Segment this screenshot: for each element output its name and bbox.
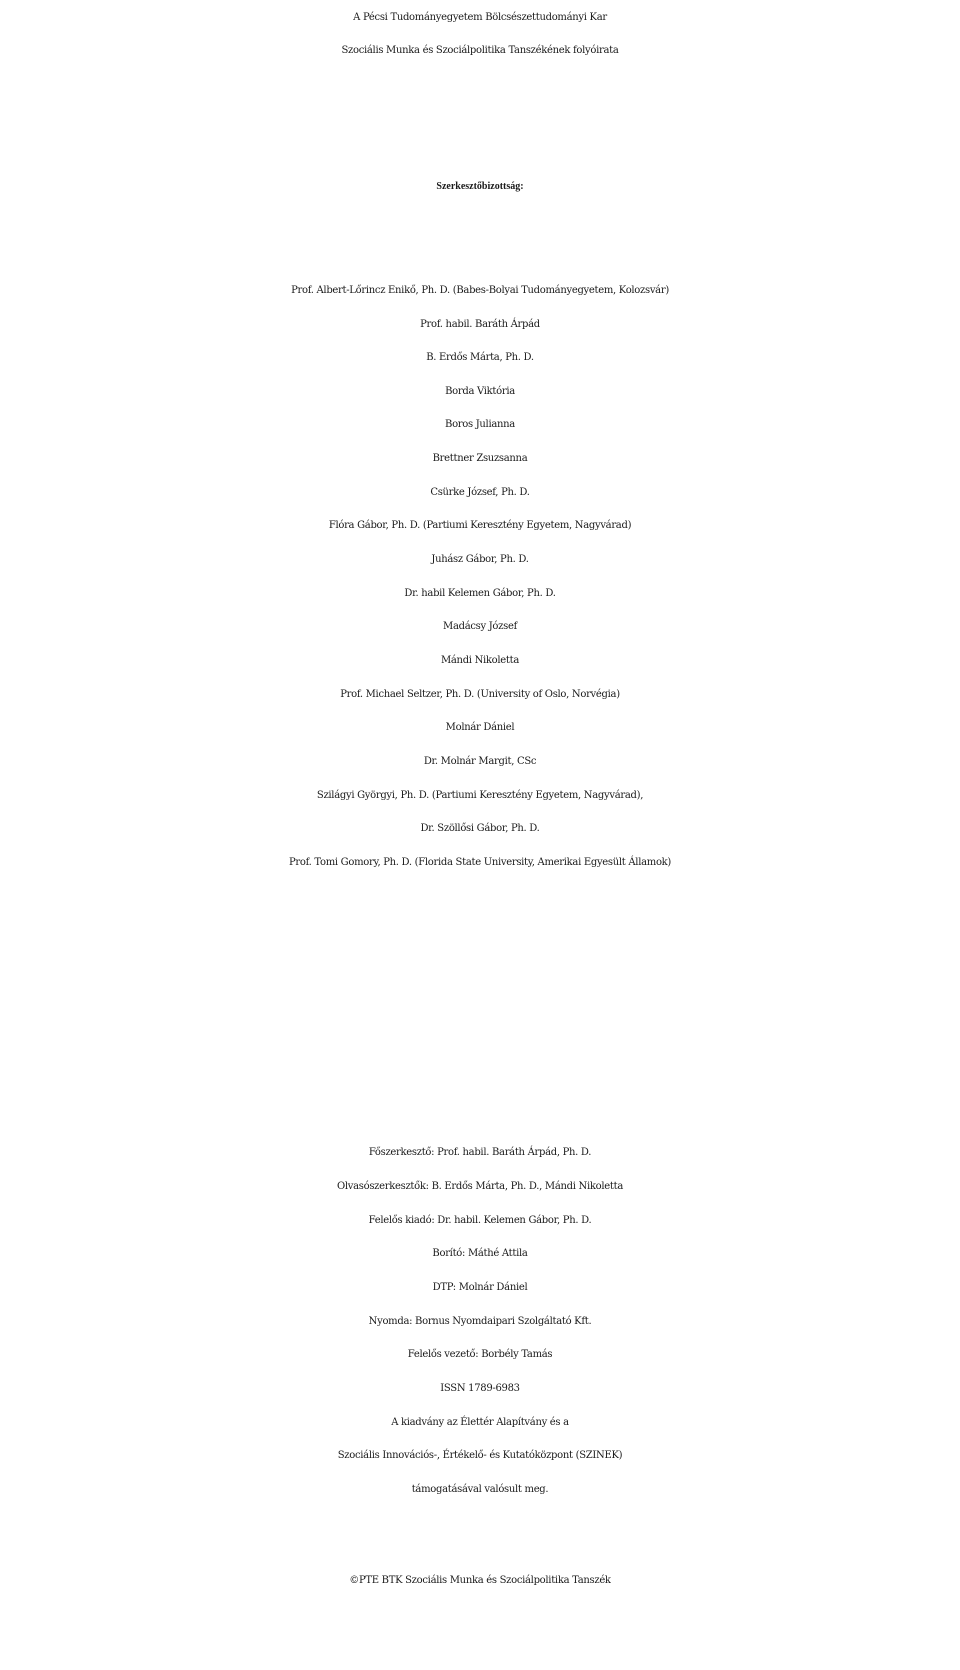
credit-line: Szociális Innovációs-, Értékelő- és Kutatóközpont (SZINEK) xyxy=(337,1450,623,1461)
credit-line: Főszerkesztő: Prof. habil. Baráth Árpád, Ph. D. xyxy=(368,1147,592,1158)
board-member: Dr. Szöllősi Gábor, Ph. D. xyxy=(420,823,540,834)
board-member: Juhász Gábor, Ph. D. xyxy=(431,554,529,565)
credit-line: támogatásával valósult meg. xyxy=(411,1484,549,1495)
board-member: Szilágyi Györgyi, Ph. D. (Partiumi Keresztény Egyetem, Nagyvárad), xyxy=(316,790,644,801)
header-line-1: A Pécsi Tudományegyetem Bölcsészettudományi Kar xyxy=(353,12,607,23)
editorial-board-title: Szerkesztőbizottság: xyxy=(436,181,524,192)
board-member: Molnár Dániel xyxy=(445,722,515,733)
board-member: Brettner Zsuzsanna xyxy=(432,453,528,464)
credit-line: A kiadvány az Élettér Alapítvány és a xyxy=(391,1417,569,1428)
credit-line: Felelős vezető: Borbély Tamás xyxy=(407,1349,553,1360)
board-member: Flóra Gábor, Ph. D. (Partiumi Keresztény Egyetem, Nagyvárad) xyxy=(328,520,632,531)
issn-line: ISSN 1789-6983 xyxy=(440,1383,520,1394)
credit-line: Olvasószerkesztők: B. Erdős Márta, Ph. D., Mándi Nikoletta xyxy=(336,1181,623,1192)
credit-line: DTP: Molnár Dániel xyxy=(432,1282,528,1293)
board-member: Borda Viktória xyxy=(445,386,515,397)
board-member: Prof. Albert-Lőrincz Enikő, Ph. D. (Babes-Bolyai Tudományegyetem, Kolozsvár) xyxy=(291,285,669,296)
credit-line: Felelős kiadó: Dr. habil. Kelemen Gábor, Ph. D. xyxy=(368,1215,592,1226)
board-member: Boros Julianna xyxy=(445,419,515,430)
board-member: B. Erdős Márta, Ph. D. xyxy=(426,352,534,363)
board-member: Csürke József, Ph. D. xyxy=(430,487,530,498)
board-member: Prof. habil. Baráth Árpád xyxy=(420,319,540,330)
copyright-notice: ©PTE BTK Szociális Munka és Szociálpolitika Tanszék xyxy=(349,1575,611,1586)
credit-line: Borító: Máthé Attila xyxy=(432,1248,528,1259)
board-member: Madácsy József xyxy=(443,621,517,632)
board-member: Prof. Tomi Gomory, Ph. D. (Florida State University, Amerikai Egyesült Államok) xyxy=(288,857,672,868)
board-member: Dr. Molnár Margit, CSc xyxy=(423,756,537,767)
board-member: Prof. Michael Seltzer, Ph. D. (University of Oslo, Norvégia) xyxy=(340,689,620,700)
credit-line: Nyomda: Bornus Nyomdaipari Szolgáltató Kft. xyxy=(368,1316,592,1327)
board-member: Dr. habil Kelemen Gábor, Ph. D. xyxy=(404,588,556,599)
board-member: Mándi Nikoletta xyxy=(440,655,520,666)
header-line-2: Szociális Munka és Szociálpolitika Tanszékének folyóirata xyxy=(341,45,619,56)
